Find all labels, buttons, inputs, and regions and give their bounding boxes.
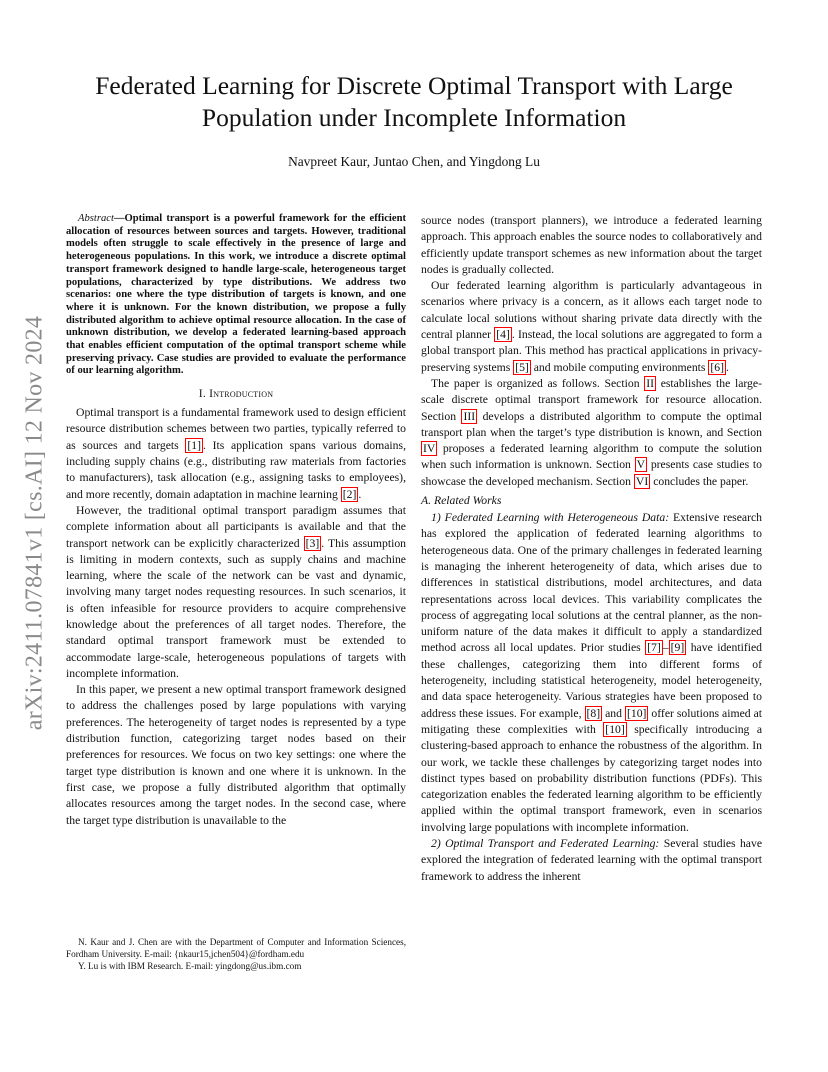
intro-paragraph-5: The paper is organized as follows. Section II establishes the large-scale discrete optimal transport framework for resource allocation. Section III develops a distributed algorithm to compute the optimal transport plan when the target’s type distribution is known, and Section IV proposes a federated learning algorithm to compute the solution when such information is unknown. Section V presents case studies to showcase the developed mechanism. Section VI concludes the paper. [421, 376, 762, 488]
paragraph-title: 1) Federated Learning with Heterogeneous Data: [431, 511, 670, 525]
citation-link[interactable]: [6] [710, 360, 725, 374]
intro-paragraph-1: Optimal transport is a fundamental framework used to design efficient resource distribution schemes between two parties, typically referred to as sources and targets [1] . Its application spans various domains, including supply chains (e.g., distributing raw materials from factories to manufacturers), task allocation (e.g., assigning tasks to employees), and more recently, domain adaptation in machine learning [2] . [66, 406, 406, 501]
intro-paragraph-2: However, the traditional optimal transport paradigm assumes that complete information about all participants is available and that the transport network can be explicitly characterized [3] . This assumption is limiting in modern contexts, such as supply chains and machine learning, where the scale of the network can be vast and dynamic, involving many target nodes requesting resources. In such scenarios, it is often infeasible for resource providers to acquire comprehensive knowledge about the preferences of all target nodes. Therefore, the standard optimal transport framework must be extended to accommodate large-scale, heterogeneous populations of targets with incomplete information. [66, 503, 407, 680]
arxiv-watermark: arXiv:2411.07841v1 [cs.AI] 12 Nov 2024 [21, 315, 48, 731]
intro-paragraph-3: In this paper, we present a new optimal transport framework designed to address the challenges posed by large populations with varying preferences. The heterogeneity of target nodes is represented by a type distribution function, categorizing target nodes based on their preferences for resources. We focus on two key settings: one where the target type distribution is known and one where it is unknown. In the first case, we propose a fully distributed algorithm that optimally allocates resources among the target nodes. In the second case, where the target type distribution is unavailable to the [66, 683, 406, 827]
intro-paragraph-3-continued: source nodes (transport planners), we introduce a federated learning approach. This approach enables the source nodes to collaboratively and efficiently update transport schemes as new information about the target nodes is gradually collected. [421, 214, 762, 276]
citation-link[interactable]: [1] [187, 438, 202, 452]
abstract-label: Abstract [78, 213, 114, 224]
paragraph-title: 2) Optimal Transport and Federated Learning: [431, 836, 660, 850]
related-paragraph-1: 1) Federated Learning with Heterogeneous Data: Extensive research has explored the application of federated learning algorithms to heterogeneous data. One of the primary challenges in federated learning is managing the inherent heterogeneity of data, which arises due to differences in statistical distributions, model architectures, and data representations across local devices. This variability complicates the process of aggregating local solutions at the central planner, as the non-uniform nature of the data makes it difficult to apply a standardized method across all local updates. Prior studies [7] – [9] have identified these challenges, categorizing them into different forms of heterogeneity, including statistical heterogeneity, model heterogeneity, and data space heterogeneity. Various strategies have been proposed to address these issues. For example, [8] and [10] offer solutions aimed at mitigating these complexities with [10] specifically introducing a clustering-based approach to enhance the robustness of the algorithm. In our work, we tackle these challenges by categorizing target nodes into distinct types based on probability distribution functions (PDFs). This categorization enables the federated learning algorithm to be efficiently applied within the optimal transport framework, even in scenarios involving large populations with incomplete information. [421, 511, 763, 834]
footnotes [66, 936, 406, 973]
section-link[interactable]: VI [635, 474, 649, 488]
section-link[interactable]: II [646, 376, 655, 390]
citation-link[interactable]: [10] [605, 722, 625, 736]
citation-link[interactable]: [2] [342, 487, 357, 501]
footnote-affiliation-2: Y. Lu is with IBM Research. E-mail: yingdong@us.ibm.com [78, 961, 302, 972]
intro-paragraph-4: Our federated learning algorithm is particularly advantageous in scenarios where privacy is a concern, as it allows each target node to calculate local solutions without sharing private data directly with the central planner [4] . Instead, the local solutions are aggregated to form a global transport plan. This method has practical applications in privacy-preserving systems [5] and mobile computing environments [6] . [421, 279, 763, 374]
abstract: Abstract—Optimal transport is a powerful framework for the efficient allocation of resources between sources and targets. However, traditional models often struggle to scale effectively in the presence of large and heterogeneous populations. In this work, we introduce a discrete optimal transport framework designed to handle large-scale, heterogeneous target populations, characterized by type distributions. We address two scenarios: one where the type distribution of targets is known, and one where it is unknown. For the known distribution, we propose a fully distributed algorithm to achieve optimal resource allocation. In the case of unknown distribution, we develop a federated learning-based approach that enables efficient computation of the optimal transport scheme while preserving privacy. Case studies are provided to evaluate the performance of our learning algorithm. [66, 213, 406, 377]
right-column [421, 213, 762, 885]
citation-link[interactable]: [3] [305, 536, 320, 550]
citation-link[interactable]: [4] [496, 328, 510, 342]
section-link[interactable]: V [636, 458, 646, 472]
citation-link[interactable]: [7] [647, 641, 661, 655]
section-link[interactable]: IV [423, 442, 436, 456]
citation-link[interactable]: [5] [515, 360, 529, 374]
section-heading-introduction: I. Introduction [198, 387, 274, 401]
citation-link[interactable]: [8] [586, 706, 601, 720]
section-link[interactable]: III [463, 409, 476, 423]
citation-link[interactable]: [9] [670, 641, 685, 655]
paper-title: Federated Learning for Discrete Optimal Transport with Large Population under Incomplete Information [95, 71, 733, 132]
paper-authors: Navpreet Kaur, Juntao Chen, and Yingdong Lu [288, 154, 540, 169]
subsection-heading-related-works: A. Related Works [421, 494, 502, 508]
left-column [66, 213, 406, 829]
citation-link[interactable]: [10] [626, 706, 647, 720]
related-paragraph-2: 2) Optimal Transport and Federated Learning: Several studies have explored the integration of federated learning with the optimal transport framework to address the inherent [421, 836, 763, 883]
footnote-affiliation-1: N. Kaur and J. Chen are with the Department of Computer and Information Sciences, Fordham University. E-mail: {nkaur15,jchen504}@fordham.edu [66, 937, 406, 960]
